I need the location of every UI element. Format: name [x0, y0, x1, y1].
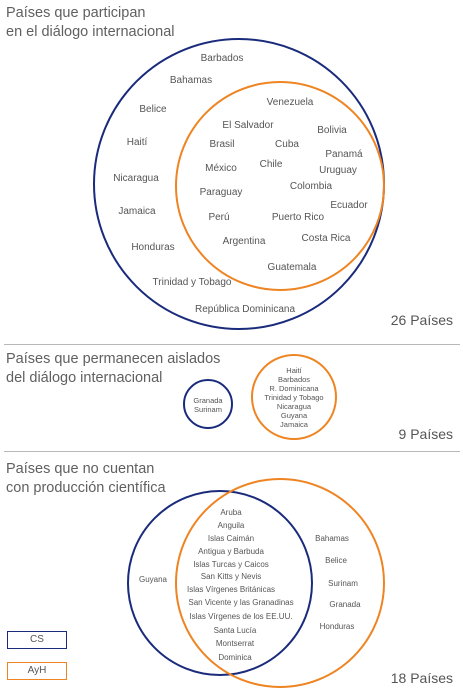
section2-count: 9 Países — [398, 426, 453, 442]
country-label: México — [205, 163, 237, 174]
country-label: Bahamas — [169, 75, 213, 86]
country-label: Dominica — [218, 653, 252, 662]
legend-cs: CS — [7, 631, 67, 649]
country-label: Cuba — [275, 139, 299, 150]
section1-cs-circle — [94, 39, 384, 329]
country-label: Guyana — [138, 575, 168, 584]
country-label: Guyana — [280, 411, 308, 420]
country-label: Barbados — [277, 375, 311, 384]
country-label: Islas Vírgenes Británicas — [186, 585, 276, 594]
country-label: Chile — [259, 159, 283, 170]
country-label: Argentina — [222, 236, 266, 247]
section3-count: 18 Países — [390, 670, 453, 686]
country-label: Bahamas — [315, 534, 349, 543]
country-label: Islas Caimán — [207, 534, 255, 543]
country-label: Nicaragua — [113, 173, 159, 184]
country-label: Santa Lucía — [213, 626, 257, 635]
country-label: Trinidad y Tobago — [264, 393, 324, 402]
legend-ayh: AyH — [7, 662, 67, 680]
country-label: Brasil — [209, 139, 235, 150]
country-label: Belice — [325, 556, 347, 565]
country-label: Islas Turcas y Caicos — [193, 560, 269, 569]
country-label: Montserrat — [215, 639, 255, 648]
country-label: República Dominicana — [194, 304, 296, 315]
country-label: Ecuador — [330, 200, 368, 211]
country-label: El Salvador — [222, 120, 274, 131]
country-label: Haití — [126, 137, 148, 148]
country-label: Guatemala — [267, 262, 317, 273]
country-label: Bolivia — [317, 125, 347, 136]
country-label: Belice — [139, 104, 167, 115]
section-divider — [4, 451, 460, 452]
country-label: San Kitts y Nevis — [200, 572, 262, 581]
country-label: Granada — [329, 600, 361, 609]
country-label: San Vicente y las Granadinas — [188, 598, 294, 607]
country-label: Puerto Rico — [271, 212, 325, 223]
country-label: Barbados — [200, 53, 244, 64]
country-label: Jamaica — [280, 420, 308, 429]
country-label: Venezuela — [266, 97, 314, 108]
country-label: Honduras — [131, 242, 175, 253]
section2-title: Países que permanecen aislados del diálogo internacional — [6, 351, 221, 386]
country-label: Islas Vírgenes de los EE.UU. — [189, 612, 293, 621]
country-label: R. Dominicana — [269, 384, 319, 393]
section1-count: 26 Países — [390, 312, 453, 328]
country-label: Granada — [193, 396, 223, 405]
country-label: Surinam — [328, 579, 358, 588]
country-label: Costa Rica — [301, 233, 351, 244]
country-label: Anguila — [217, 521, 245, 530]
country-label: Antigua y Barbuda — [198, 547, 264, 556]
country-label: Trinidad y Tobago — [152, 277, 232, 288]
country-label: Nicaragua — [276, 402, 312, 411]
section3-title: Países que no cuentan con producción científica — [6, 461, 166, 496]
country-label: Panamá — [325, 149, 363, 160]
country-label: Jamaica — [118, 206, 156, 217]
country-label: Perú — [208, 212, 230, 223]
section1-ayh-circle — [176, 82, 384, 290]
country-label: Paraguay — [199, 187, 243, 198]
country-label: Honduras — [319, 622, 355, 631]
country-label: Uruguay — [319, 165, 357, 176]
country-label: Surinam — [194, 405, 222, 414]
section1-title: Países que participan en el diálogo internacional — [6, 5, 175, 40]
country-label: Aruba — [220, 508, 242, 517]
country-label: Colombia — [289, 181, 333, 192]
country-label: Haití — [286, 366, 302, 375]
section-divider — [4, 344, 460, 345]
